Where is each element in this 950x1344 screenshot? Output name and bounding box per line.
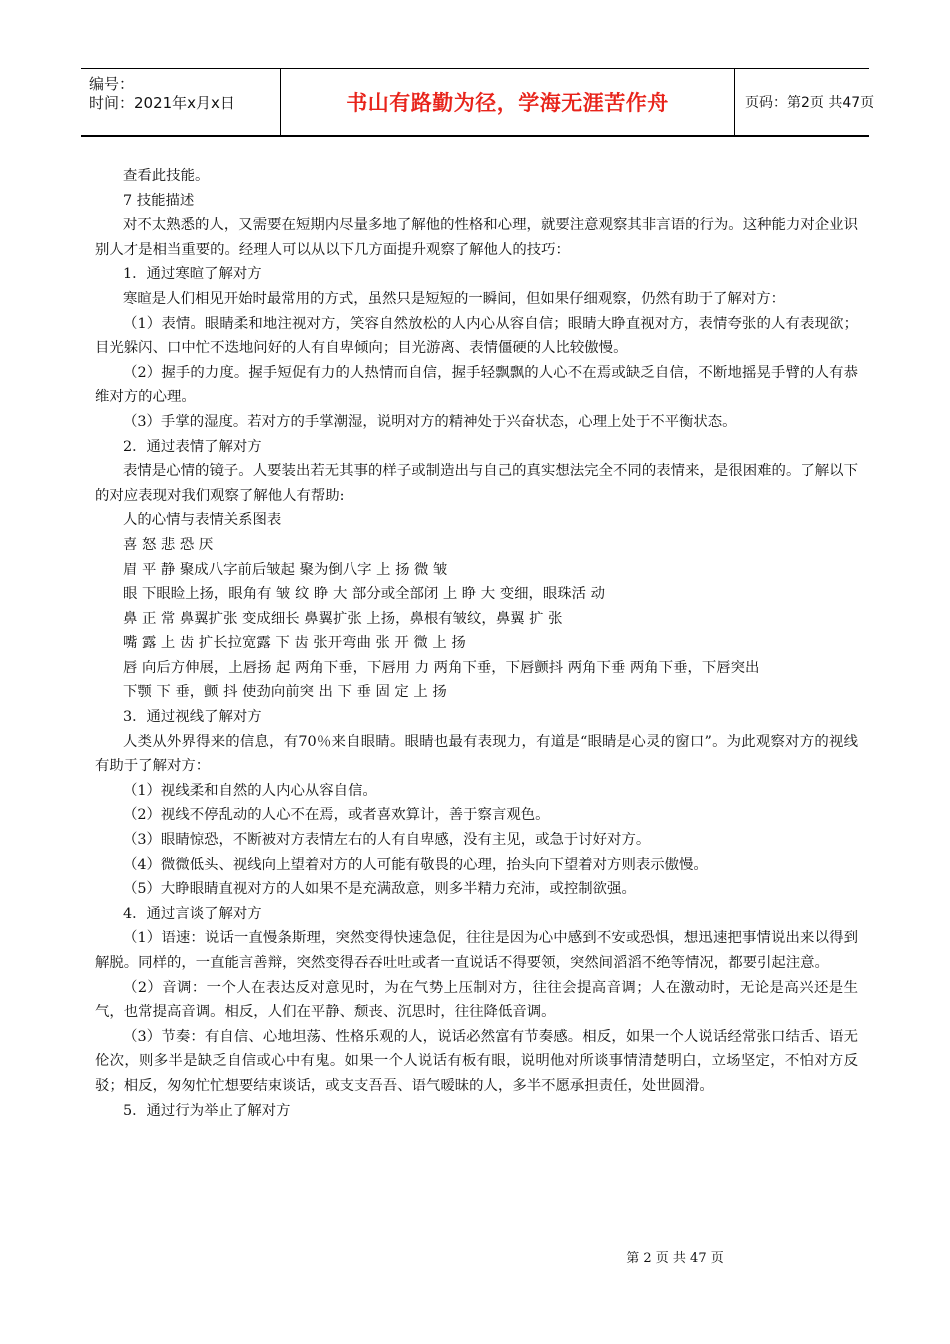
paragraph: 眼 下眼睑上扬，眼角有 皱 纹 睁 大 部分或全部闭 上 睁 大 变细，眼珠活 动	[123, 586, 606, 603]
paragraph: 3．通过视线了解对方	[123, 709, 262, 726]
paragraph: （3）眼睛惊恐，不断被对方表情左右的人有自卑感，没有主见，或急于讨好对方。	[123, 832, 651, 849]
header-page-info: 页码：第2页 共47页	[745, 95, 875, 111]
paragraph: 5．通过行为举止了解对方	[123, 1102, 291, 1119]
paragraph: （1）视线柔和自然的人内心从容自信。	[123, 782, 377, 799]
page-footer	[0, 1247, 950, 1266]
paragraph: 7 技能描述	[123, 192, 195, 209]
paragraph: 鼻 正 常 鼻翼扩张 变成细长 鼻翼扩张 上扬，鼻根有皱纹，鼻翼 扩 张	[123, 610, 563, 627]
header-motto: 书山有路勤为径，学海无涯苦作舟	[280, 69, 735, 135]
paragraph: 下颚 下 垂，颤 抖 使劲向前突 出 下 垂 固 定 上 扬	[123, 684, 447, 701]
paragraph: 2．通过表情了解对方	[123, 438, 262, 455]
paragraph: （5）大睁眼睛直视对方的人如果不是充满敌意，则多半精力充沛，或控制欲强。	[123, 881, 636, 898]
paragraph: 人类从外界得来的信息，有70％来自眼睛。眼睛也最有表现力，有道是“眼睛是心灵的窗口”。为此观察对方的视线有助于了解对方：	[95, 733, 858, 775]
paragraph: 1．通过寒暄了解对方	[123, 266, 262, 283]
paragraph: 查看此技能。	[123, 168, 210, 184]
paragraph: 表情是心情的镜子。人要装出若无其事的样子或制造出与自己的真实想法完全不同的表情来，是很困难的。了解以下的对应表现对我们观察了解他人有帮助:	[95, 463, 858, 504]
header-meta	[81, 69, 280, 135]
paragraph: 人的心情与表情关系图表	[123, 512, 282, 529]
doc-date: 时间：2021年x月x日	[89, 94, 235, 112]
paragraph: （3）手掌的湿度。若对方的手掌潮湿，说明对方的精神处于兴奋状态，心理上处于不平衡状态。	[123, 413, 737, 430]
paragraph: （1）表情。眼睛柔和地注视对方，笑容自然放松的人内心从容自信；眼睛大睁直视对方，表情夸张的人有表现欲；目光躲闪、口中忙不迭地问好的人有自卑倾向；目光游离、表情僵硬的人比较傲慢。	[95, 315, 858, 357]
doc-number-label: 编号：	[89, 75, 135, 93]
page-header	[81, 68, 875, 137]
paragraph: （2）握手的力度。握手短促有力的人热情而自信，握手轻飘飘的人心不在焉或缺乏自信，不断地摇晃手臂的人有恭维对方的心理。	[95, 364, 858, 406]
paragraph: （2）音调：一个人在表达反对意见时，为在气势上压制对方，往往会提高音调；人在激动时，无论是高兴还是生气，也常提高音调。相反，人们在平静、颓丧、沉思时，往往降低音调。	[95, 979, 858, 1021]
document-body	[95, 164, 858, 1123]
paragraph: （2）视线不停乱动的人心不在焉，或者喜欢算计，善于察言观色。	[123, 807, 550, 824]
paragraph: 寒暄是人们相见开始时最常用的方式，虽然只是短短的一瞬间，但如果仔细观察，仍然有助于了解对方：	[123, 290, 785, 307]
paragraph: （1）语速：说话一直慢条斯理，突然变得快速急促，往往是因为心中感到不安或恐惧，想迅速把事情说出来以得到解脱。同样的，一直能言善辩，突然变得吞吞吐吐或者一直说话不得要领，突然间滔滔不绝等情况，都要引起注意。	[95, 930, 858, 971]
paragraph: 眉 平 静 聚成八字前后皱起 聚为倒八字 上 扬 微 皱	[123, 561, 448, 578]
paragraph: 4．通过言谈了解对方	[123, 905, 262, 922]
paragraph: 对不太熟悉的人，又需要在短期内尽量多地了解他的性格和心理，就要注意观察其非言语的行为。这种能力对企业识别人才是相当重要的。经理人可以从以下几方面提升观察了解他人的技巧：	[95, 217, 858, 258]
paragraph: （4）微微低头、视线向上望着对方的人可能有敬畏的心理，抬头向下望着对方则表示傲慢。	[123, 856, 708, 873]
footer-page-number: 第 2 页 共 47 页	[626, 1251, 724, 1266]
paragraph: 喜 怒 悲 恐 厌	[123, 536, 214, 553]
paragraph: 嘴 露 上 齿 扩长拉宽露 下 齿 张开弯曲 张 开 微 上 扬	[123, 635, 466, 652]
paragraph: 唇 向后方伸展，上唇扬 起 两角下垂，下唇用 力 两角下垂，下唇颤抖 两角下垂 两角下垂，下唇突出	[123, 659, 760, 676]
paragraph: （3）节奏：有自信、心地坦荡、性格乐观的人，说话必然富有节奏感。相反，如果一个人说话经常张口结舌、语无伦次，则多半是缺乏自信或心中有鬼。如果一个人说话有板有眼，说明他对所谈事情清楚明白，立场坚定，不怕对方反驳；相反，匆匆忙忙想要结束谈话，或支支吾吾、语气暧昧的人，多半不愿承担责任，处世圆滑。	[95, 1028, 858, 1094]
